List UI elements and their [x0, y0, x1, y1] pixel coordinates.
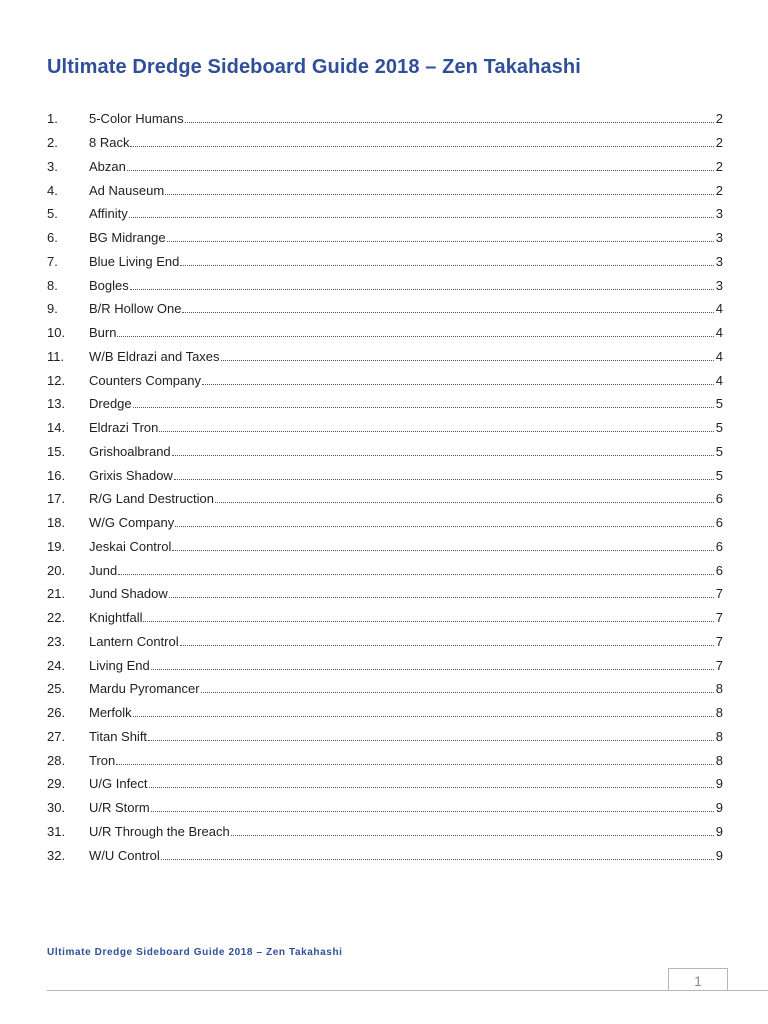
- toc-entry-number: 7.: [47, 253, 58, 269]
- toc-leader-dots: [149, 787, 714, 788]
- toc-entry-page: 4: [715, 348, 723, 364]
- toc-entry[interactable]: [47, 772, 723, 796]
- toc-entry-page: 2: [715, 135, 723, 151]
- toc-entry-page: 3: [715, 230, 723, 246]
- toc-entry-number: 16.: [47, 467, 66, 483]
- toc-leader-dots: [151, 669, 714, 670]
- toc-entry-number: 25.: [47, 681, 66, 697]
- toc-entry-title: 5-Color Humans: [89, 111, 184, 127]
- toc-entry-page: 3: [715, 277, 723, 293]
- toc-entry-number: 3.: [47, 158, 58, 174]
- toc-entry-number: 15.: [47, 443, 66, 459]
- toc-entry-page: 4: [715, 325, 723, 341]
- toc-leader-dots: [148, 740, 714, 741]
- toc-entry-title: Ad Nauseum: [89, 182, 165, 198]
- toc-entry[interactable]: [47, 416, 723, 440]
- toc-leader-dots: [165, 194, 714, 195]
- toc-leader-dots: [172, 455, 714, 456]
- toc-entry-page: 9: [715, 823, 723, 839]
- toc-entry[interactable]: [47, 392, 723, 416]
- toc-entry-number: 11.: [47, 348, 65, 364]
- document-title: Ultimate Dredge Sideboard Guide 2018 – Zen Takahashi: [47, 56, 581, 78]
- toc-entry-page: 5: [715, 467, 723, 483]
- toc-entry[interactable]: [47, 463, 723, 487]
- toc-entry-number: 12.: [47, 372, 66, 388]
- toc-entry[interactable]: [47, 131, 723, 155]
- toc-entry-page: 9: [715, 847, 723, 863]
- toc-entry[interactable]: [47, 701, 723, 725]
- toc-entry[interactable]: [47, 677, 723, 701]
- toc-leader-dots: [175, 526, 714, 527]
- toc-entry-page: 3: [715, 253, 723, 269]
- toc-entry[interactable]: [47, 440, 723, 464]
- toc-entry-title: U/R Through the Breach: [89, 823, 230, 839]
- toc-entry-number: 5.: [47, 206, 58, 222]
- toc-entry-page: 6: [715, 562, 723, 578]
- toc-entry-number: 29.: [47, 776, 66, 792]
- toc-entry-title: U/G Infect: [89, 776, 148, 792]
- toc-entry-number: 24.: [47, 657, 66, 673]
- toc-entry-title: W/B Eldrazi and Taxes: [89, 348, 220, 364]
- toc-entry-title: Tron: [89, 752, 116, 768]
- toc-entry-title: Titan Shift: [89, 728, 148, 744]
- toc-entry[interactable]: [47, 535, 723, 559]
- page-number: 1: [668, 968, 728, 991]
- toc-entry-page: 8: [715, 728, 723, 744]
- toc-entry-number: 19.: [47, 538, 66, 554]
- toc-leader-dots: [174, 479, 714, 480]
- toc-entry-title: Jund: [89, 562, 118, 578]
- toc-entry-number: 14.: [47, 420, 66, 436]
- toc-leader-dots: [167, 241, 714, 242]
- toc-entry[interactable]: [47, 273, 723, 297]
- toc-leader-dots: [180, 265, 714, 266]
- toc-leader-dots: [133, 716, 714, 717]
- toc-entry-title: R/G Land Destruction: [89, 491, 215, 507]
- toc-leader-dots: [180, 645, 714, 646]
- toc-entry-title: Mardu Pyromancer: [89, 681, 200, 697]
- toc-entry-number: 32.: [47, 847, 66, 863]
- toc-entry[interactable]: [47, 226, 723, 250]
- toc-entry-title: Grixis Shadow: [89, 467, 173, 483]
- toc-entry-title: BG Midrange: [89, 230, 166, 246]
- toc-leader-dots: [151, 811, 714, 812]
- toc-leader-dots: [133, 407, 714, 408]
- toc-entry-title: W/G Company: [89, 515, 175, 531]
- toc-entry-number: 23.: [47, 633, 66, 649]
- toc-leader-dots: [130, 289, 714, 290]
- toc-entry-number: 26.: [47, 705, 66, 721]
- toc-leader-dots: [182, 312, 714, 313]
- toc-leader-dots: [159, 431, 714, 432]
- toc-entry-number: 8.: [47, 277, 58, 293]
- toc-entry[interactable]: [47, 202, 723, 226]
- toc-entry-title: 8 Rack: [89, 135, 130, 151]
- toc-entry[interactable]: [47, 558, 723, 582]
- toc-entry-page: 4: [715, 301, 723, 317]
- footer-divider: [47, 990, 768, 991]
- toc-entry-number: 10.: [47, 325, 66, 341]
- toc-entry[interactable]: [47, 297, 723, 321]
- toc-entry-number: 6.: [47, 230, 58, 246]
- toc-leader-dots: [117, 336, 714, 337]
- toc-entry-title: Jund Shadow: [89, 586, 168, 602]
- toc-leader-dots: [169, 597, 714, 598]
- toc-entry-page: 4: [715, 372, 723, 388]
- toc-entry-page: 6: [715, 538, 723, 554]
- toc-entry-number: 27.: [47, 728, 66, 744]
- toc-entry-page: 2: [715, 182, 723, 198]
- toc-entry-title: Counters Company: [89, 372, 201, 388]
- toc-entry[interactable]: [47, 748, 723, 772]
- toc-entry[interactable]: [47, 107, 723, 131]
- toc-entry[interactable]: [47, 345, 723, 369]
- toc-entry[interactable]: [47, 630, 723, 654]
- toc-entry-number: 21.: [47, 586, 66, 602]
- page-footer: Ultimate Dredge Sideboard Guide 2018 – Zen Takahashi: [47, 947, 343, 958]
- toc-entry-title: Blue Living End: [89, 253, 180, 269]
- toc-entry-title: U/R Storm: [89, 800, 150, 816]
- toc-entry-page: 2: [715, 158, 723, 174]
- toc-entry[interactable]: [47, 178, 723, 202]
- toc-entry-page: 3: [715, 206, 723, 222]
- toc-entry-page: 9: [715, 800, 723, 816]
- toc-leader-dots: [185, 122, 714, 123]
- toc-entry[interactable]: [47, 368, 723, 392]
- toc-entry-title: Bogles: [89, 277, 129, 293]
- toc-leader-dots: [221, 360, 714, 361]
- toc-entry-title: Abzan: [89, 158, 126, 174]
- toc-entry-page: 8: [715, 752, 723, 768]
- toc-entry[interactable]: [47, 487, 723, 511]
- toc-entry-number: 17.: [47, 491, 66, 507]
- toc-entry[interactable]: [47, 155, 723, 179]
- toc-entry[interactable]: [47, 606, 723, 630]
- toc-entry[interactable]: [47, 796, 723, 820]
- toc-entry-title: Knightfall: [89, 610, 143, 626]
- toc-entry-title: Merfolk: [89, 705, 132, 721]
- table-of-contents: [47, 107, 723, 867]
- toc-entry-page: 5: [715, 443, 723, 459]
- toc-entry-number: 2.: [47, 135, 58, 151]
- toc-entry[interactable]: [47, 250, 723, 274]
- toc-entry-page: 9: [715, 776, 723, 792]
- toc-entry-title: Burn: [89, 325, 117, 341]
- toc-leader-dots: [172, 550, 714, 551]
- toc-entry-number: 20.: [47, 562, 66, 578]
- toc-entry[interactable]: [47, 843, 723, 867]
- toc-leader-dots: [201, 692, 714, 693]
- toc-entry-title: Eldrazi Tron: [89, 420, 159, 436]
- toc-entry-number: 9.: [47, 301, 58, 317]
- toc-entry[interactable]: [47, 820, 723, 844]
- toc-entry-number: 30.: [47, 800, 66, 816]
- toc-leader-dots: [202, 384, 714, 385]
- toc-entry-title: W/U Control: [89, 847, 160, 863]
- toc-entry-title: Affinity: [89, 206, 128, 222]
- toc-entry-title: Lantern Control: [89, 633, 179, 649]
- toc-entry-number: 4.: [47, 182, 58, 198]
- toc-entry-page: 6: [715, 491, 723, 507]
- toc-entry-page: 7: [715, 586, 723, 602]
- toc-leader-dots: [143, 621, 714, 622]
- toc-entry-title: Jeskai Control: [89, 538, 172, 554]
- toc-entry-number: 18.: [47, 515, 66, 531]
- toc-entry-page: 5: [715, 396, 723, 412]
- toc-leader-dots: [130, 146, 714, 147]
- toc-entry-title: B/R Hollow One: [89, 301, 182, 317]
- toc-entry-page: 2: [715, 111, 723, 127]
- toc-leader-dots: [231, 835, 714, 836]
- toc-entry-title: Dredge: [89, 396, 132, 412]
- toc-leader-dots: [118, 574, 714, 575]
- toc-entry-page: 5: [715, 420, 723, 436]
- toc-entry-page: 7: [715, 657, 723, 673]
- toc-entry-number: 13.: [47, 396, 66, 412]
- toc-entry-number: 1.: [47, 111, 58, 127]
- toc-entry[interactable]: [47, 582, 723, 606]
- toc-entry-page: 8: [715, 705, 723, 721]
- toc-entry-page: 6: [715, 515, 723, 531]
- toc-entry[interactable]: [47, 653, 723, 677]
- toc-entry-number: 22.: [47, 610, 66, 626]
- toc-leader-dots: [116, 764, 714, 765]
- toc-entry-title: Grishoalbrand: [89, 443, 171, 459]
- toc-entry-title: Living End: [89, 657, 150, 673]
- toc-leader-dots: [127, 170, 714, 171]
- toc-entry[interactable]: [47, 725, 723, 749]
- toc-entry-page: 7: [715, 633, 723, 649]
- toc-entry-number: 31.: [47, 823, 66, 839]
- toc-leader-dots: [161, 859, 714, 860]
- toc-entry-number: 28.: [47, 752, 66, 768]
- toc-entry-page: 7: [715, 610, 723, 626]
- toc-entry-page: 8: [715, 681, 723, 697]
- toc-entry[interactable]: [47, 321, 723, 345]
- toc-entry[interactable]: [47, 511, 723, 535]
- toc-leader-dots: [129, 217, 714, 218]
- toc-leader-dots: [215, 502, 714, 503]
